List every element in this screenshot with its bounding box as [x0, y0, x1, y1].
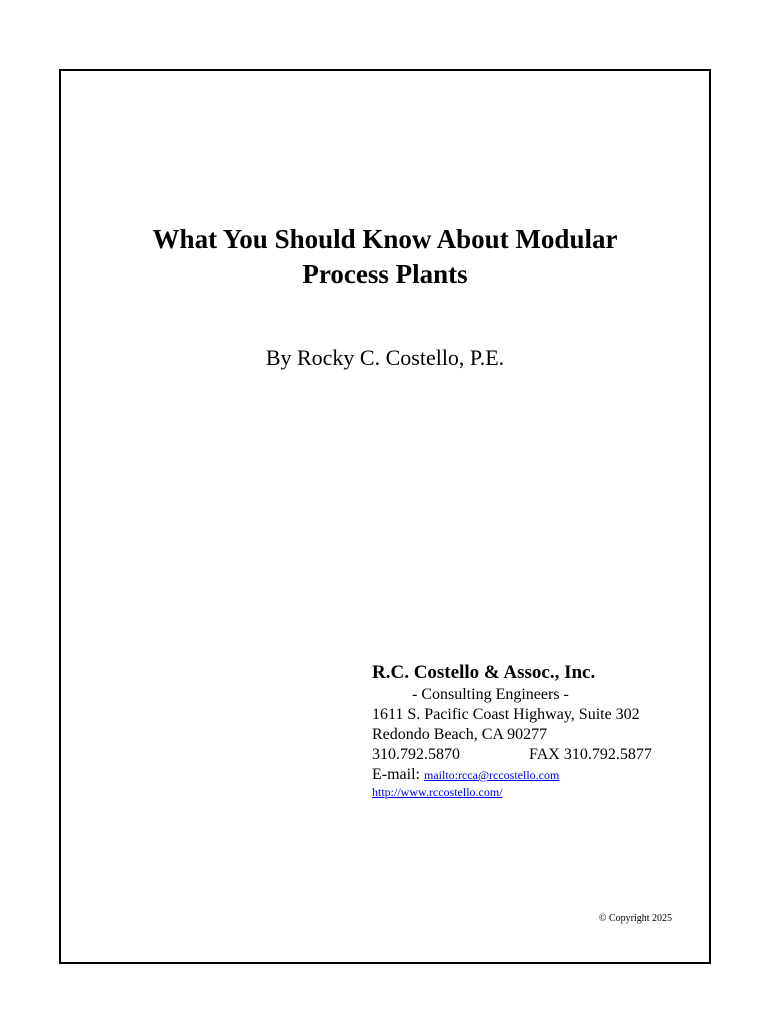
- fax-number: FAX 310.792.5877: [529, 746, 652, 763]
- company-tagline: - Consulting Engineers -: [412, 686, 569, 703]
- email-link[interactable]: mailto:rcca@rccostello.com: [423, 768, 560, 782]
- phone-fax-row: [372, 745, 702, 765]
- address-street: 1611 S. Pacific Coast Highway, Suite 302: [372, 706, 640, 723]
- address-city: Redondo Beach, CA 90277: [372, 726, 548, 743]
- email-label: E-mail:: [372, 766, 420, 783]
- website-link[interactable]: http://www.rccostello.com/: [372, 785, 503, 799]
- copyright-notice: © Copyright 2025: [598, 913, 672, 924]
- document-title: [61, 222, 709, 292]
- company-contact-block: [372, 661, 702, 799]
- title-line-1: What You Should Know About Modular: [152, 224, 618, 254]
- company-name: R.C. Costello & Assoc., Inc.: [372, 662, 596, 683]
- author-byline: By Rocky C. Costello, P.E.: [265, 345, 505, 370]
- email-row: [372, 765, 702, 785]
- title-line-2: Process Plants: [302, 259, 468, 289]
- website-row: [372, 785, 702, 799]
- phone-number: 310.792.5870: [372, 746, 460, 763]
- cover-page: [59, 69, 711, 964]
